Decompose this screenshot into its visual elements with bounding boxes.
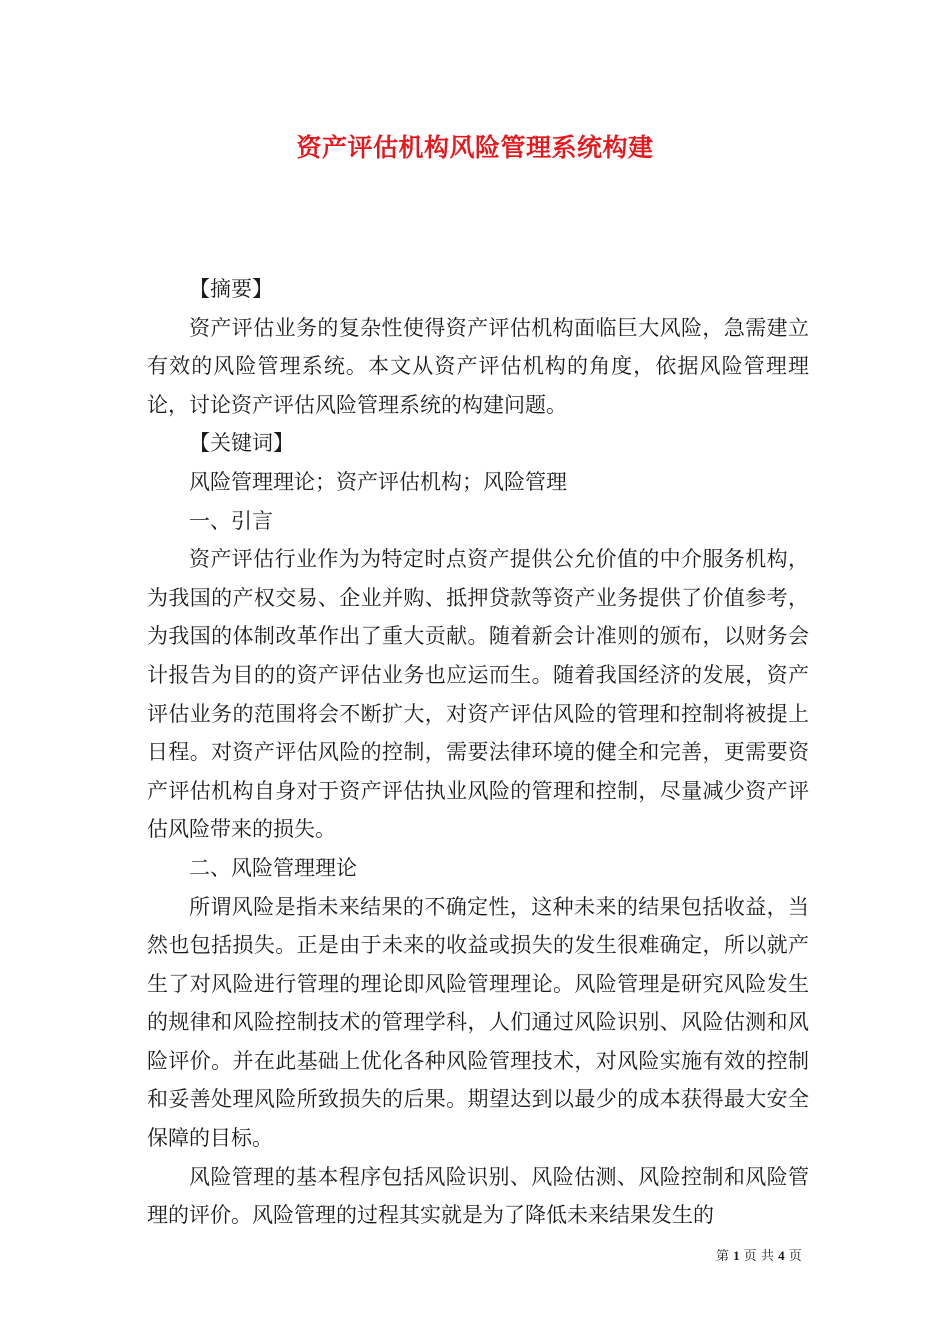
introduction-paragraph: 资产评估行业作为为特定时点资产提供公允价值的中介服务机构，为我国的产权交易、企业并购、抵押贷款等资产业务提供了价值参考，为我国的体制改革作出了重大贡献。随着新会计准则的颁布，以财务会计报告为目的的资产评估业务也应运而生。随着我国经济的发展，资产评估业务的范围将会不断扩大，对资产评估风险的管理和控制将被提上日程。对资产评估风险的控制，需要法律环境的健全和完善，更需要资产评估机构自身对于资产评估执业风险的管理和控制，尽量减少资产评估风险带来的损失。 [147, 547, 809, 842]
footer-suffix: 页 [788, 1249, 802, 1264]
abstract-heading: 【摘要】 [189, 277, 273, 301]
risk-theory-paragraph-1: 所谓风险是指未来结果的不确定性，这种未来的结果包括收益，当然也包括损失。正是由于未来的收益或损失的发生很难确定，所以就产生了对风险进行管理的理论即风险管理理论。风险管理是研究风险发生的规律和风险控制技术的管理学科，人们通过风险识别、风险估测和风险评价。并在此基础上优化各种风险管理技术，对风险实施有效的控制和妥善处理风险所致损失的后果。期望达到以最少的成本获得最大安全保障的目标。 [147, 894, 809, 1151]
document-title: 资产评估机构风险管理系统构建 [296, 133, 654, 162]
footer-middle: 页 共 [743, 1249, 774, 1264]
page-number-footer [716, 1245, 802, 1264]
total-page-number: 4 [778, 1248, 785, 1263]
keywords-heading: 【关键词】 [189, 431, 294, 456]
section-heading-risk-theory: 二、风险管理理论 [189, 855, 357, 880]
keywords-text: 风险管理理论；资产评估机构；风险管理 [189, 469, 567, 494]
footer-prefix: 第 [716, 1249, 730, 1264]
current-page-number: 1 [733, 1248, 740, 1263]
risk-theory-paragraph-2: 风险管理的基本程序包括风险识别、风险估测、风险控制和风险管理的评价。风险管理的过程其实就是为了降低未来结果发生的 [147, 1164, 809, 1228]
document-body [147, 270, 809, 1235]
section-heading-introduction: 一、引言 [189, 508, 273, 533]
abstract-text: 资产评估业务的复杂性使得资产评估机构面临巨大风险，急需建立有效的风险管理系统。本文从资产评估机构的角度，依据风险管理理论，讨论资产评估风险管理系统的构建问题。 [147, 315, 809, 417]
